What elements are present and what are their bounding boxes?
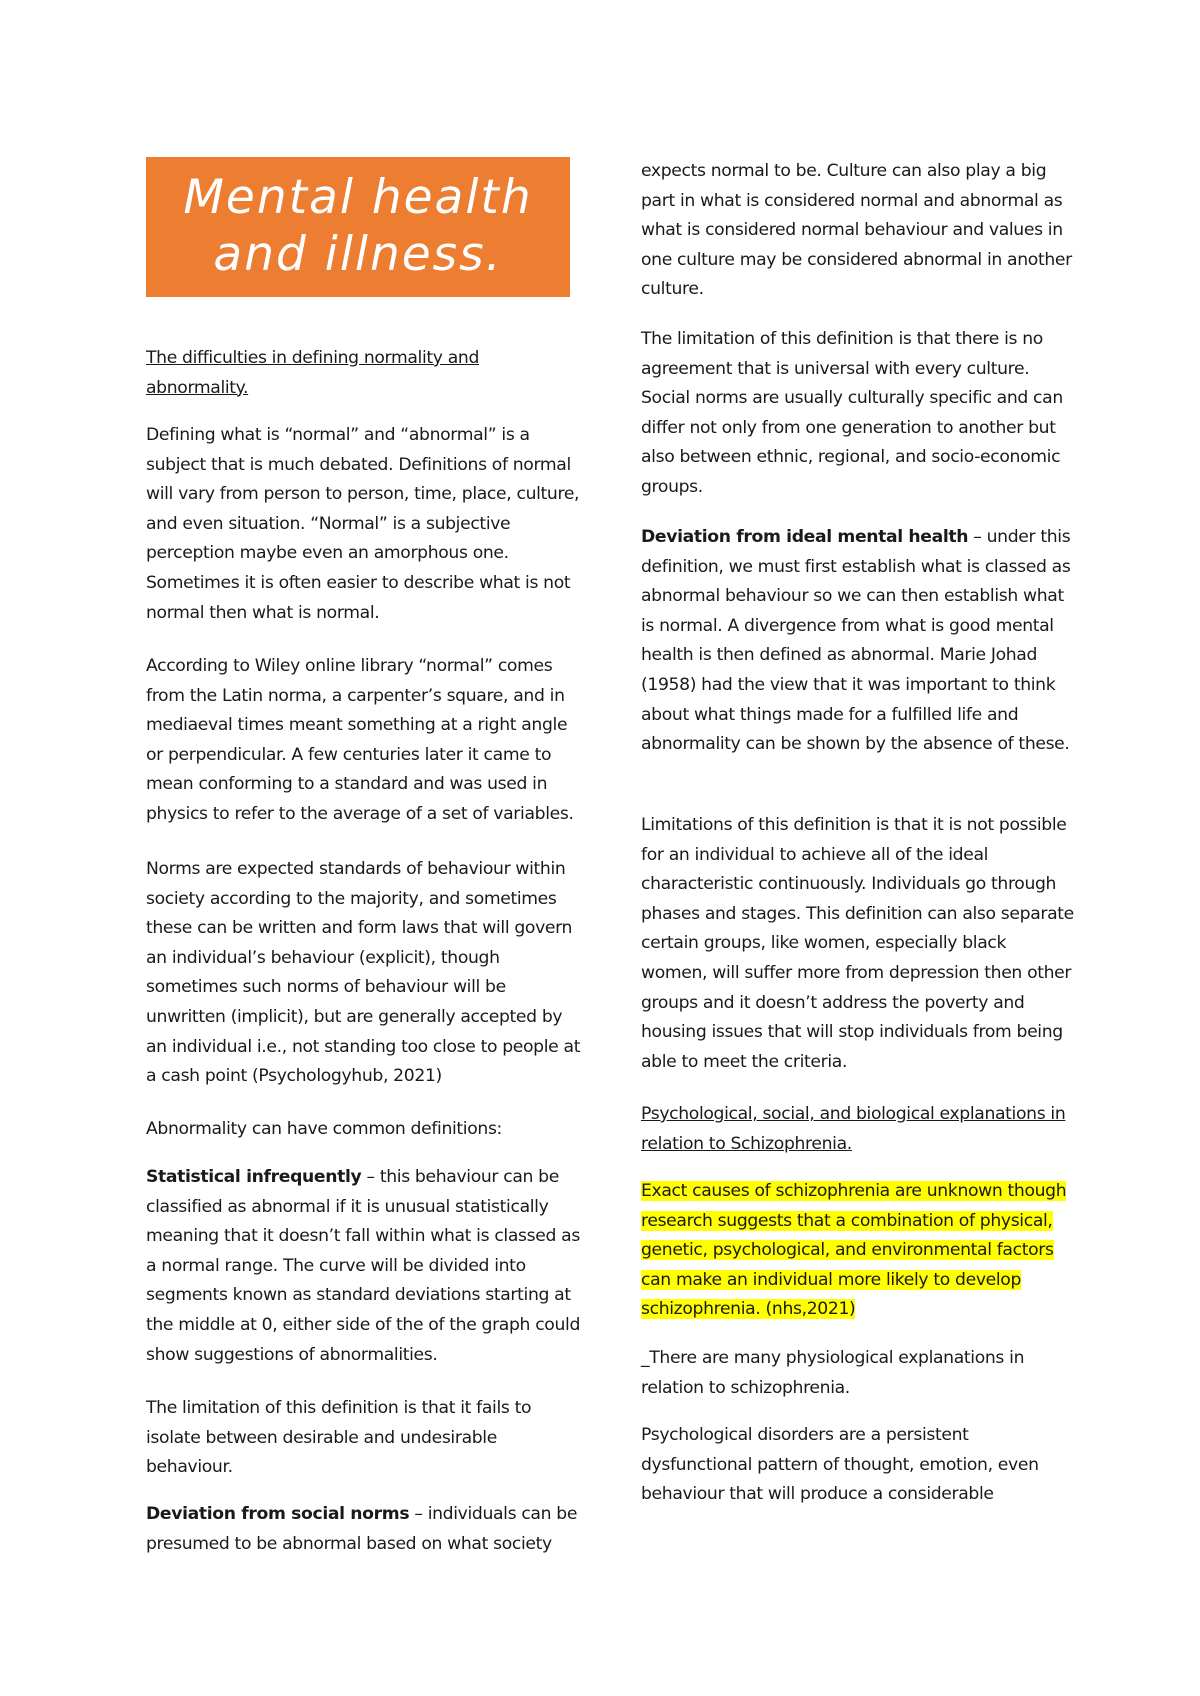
term-deviation-ideal-mental-health: Deviation from ideal mental health bbox=[641, 527, 969, 547]
paragraph-common-definitions: Abnormality can have common definitions: bbox=[146, 1119, 502, 1139]
paragraph-defining-normal: Defining what is “normal” and “abnormal” is a subject that is much debated. Definitions of normal will vary from person to person, time, place, culture, and even situation. “Normal” is a subjective perception maybe even an amorphous one. Sometimes it is often easier to describe what is not normal then what is normal. bbox=[146, 425, 580, 623]
title-line-2: and illness. bbox=[213, 227, 503, 282]
highlighted-text: Exact causes of schizophrenia are unknown though research suggests that a combination of physical, genetic, psychological, and environmental factors can make an individual more likely to develop schizophrenia. (nhs,2021) bbox=[641, 1181, 1067, 1320]
title-line-1: Mental health bbox=[183, 170, 533, 225]
section-heading-schizophrenia: Psychological, social, and biological explanations in relation to Schizophrenia. bbox=[641, 1104, 1066, 1154]
paragraph-physiological bbox=[641, 1344, 1076, 1403]
section-heading-normality: The difficulties in defining normality and abnormality. bbox=[146, 348, 480, 398]
paragraph-psychological-disorders: Psychological disorders are a persistent dysfunctional pattern of thought, emotion, even behaviour that will produce a considerable bbox=[641, 1425, 1039, 1505]
paragraph-limitation-statistical: The limitation of this definition is that it fails to isolate between desirable and undesirable behaviour. bbox=[146, 1398, 532, 1478]
paragraph-culture: expects normal to be. Culture can also play a big part in what is considered normal and abnormal as what is considered normal behaviour and values in one culture may be considered abnormal in another culture. bbox=[641, 161, 1072, 300]
paragraph-causes-highlight bbox=[641, 1177, 1076, 1325]
social-norms-description: – individuals can be presumed to be abnormal based on what society bbox=[146, 1504, 578, 1554]
term-deviation-social-norms: Deviation from social norms bbox=[146, 1504, 410, 1524]
ideal-mental-health-description: – under this definition, we must first establish what is classed as abnormal behaviour so we can then establish what is normal. A divergence from what is good mental health is then defined as abnormal. Marie Johad (1958) had the view that it was important to think about what things made for a fulfilled life and abnormality can be shown by the absence of these. bbox=[641, 527, 1071, 755]
paragraph-limitation-ideal: Limitations of this definition is that it is not possible for an individual to achieve all of the ideal characteristic continuously. Individuals go through phases and stages. This definition can also separate certain groups, like women, especially black women, will suffer more from depression then other groups and it doesn’t address the poverty and housing issues that will stop individuals from being able to meet the criteria. bbox=[641, 815, 1074, 1072]
physiological-text: There are many physiological explanations in relation to schizophrenia. bbox=[641, 1348, 1025, 1398]
statistical-description: – this behaviour can be classified as abnormal if it is unusual statistically meaning that it doesn’t fall within what is classed as a normal range. The curve will be divided into segments known as standard deviations starting at the middle at 0, either side of the of the graph could show suggestions of abnormalities. bbox=[146, 1167, 581, 1365]
paragraph-statistical-infrequency bbox=[146, 1163, 581, 1370]
paragraph-norms: Norms are expected standards of behaviour within society according to the majority, and sometimes these can be written and form laws that will govern an individual’s behaviour (explicit), though sometimes such norms of behaviour will be unwritten (implicit), but are generally accepted by an individual i.e., not standing too close to people at a cash point (Psychologyhub, 2021) bbox=[146, 859, 581, 1087]
stray-underscore: _ bbox=[641, 1348, 650, 1368]
term-statistical-infrequently: Statistical infrequently bbox=[146, 1167, 362, 1187]
paragraph-wiley-definition: According to Wiley online library “normal” comes from the Latin norma, a carpenter’s square, and in mediaeval times meant something at a right angle or perpendicular. A few centuries later it came to mean conforming to a standard and was used in physics to refer to the average of a set of variables. bbox=[146, 656, 574, 824]
paragraph-limitation-culture: The limitation of this definition is that there is no agreement that is universal with every culture. Social norms are usually culturally specific and can differ not only from one generation to another but also between ethnic, regional, and socio-economic groups. bbox=[641, 329, 1063, 497]
paragraph-ideal-mental-health bbox=[641, 523, 1076, 760]
title-banner bbox=[146, 157, 570, 297]
paragraph-social-norms bbox=[146, 1500, 581, 1559]
